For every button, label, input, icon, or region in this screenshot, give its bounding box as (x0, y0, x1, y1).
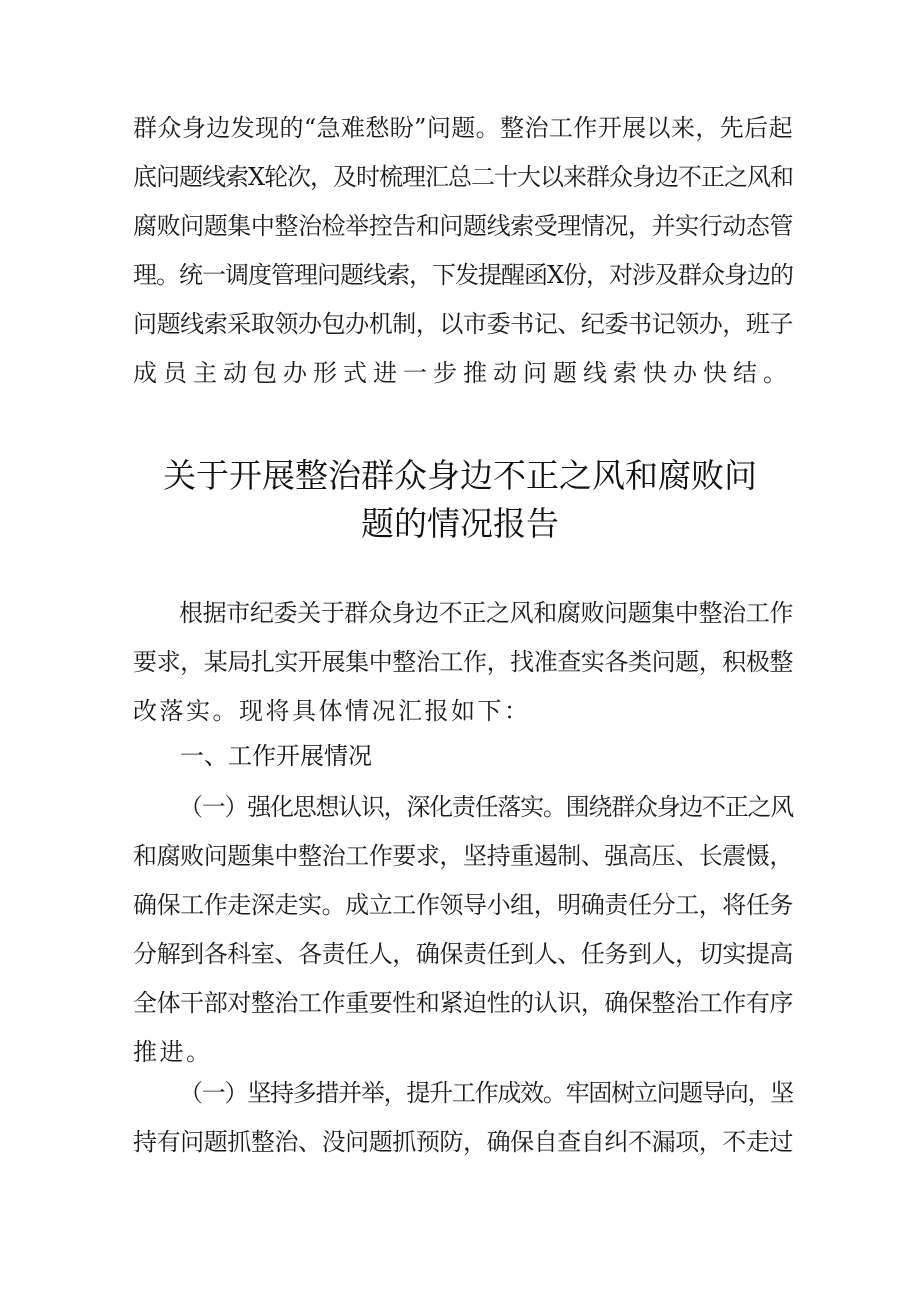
text-line: 改落实。现将具体情况汇报如下： (133, 697, 531, 725)
intro-paragraph (133, 589, 793, 736)
text-line: 问题线索采取领办包办机制，以市委书记、纪委书记领办，班子 (133, 310, 793, 338)
text-line: 底问题线索X轮次，及时梳理汇总二十大以来群众身边不正之风和 (133, 163, 793, 191)
continuation-paragraph (133, 104, 793, 398)
paragraph-1 (133, 783, 793, 1077)
text-line: 腐败问题集中整治检举控告和问题线索受理情况，并实行动态管 (133, 212, 793, 240)
title-line-2: 题的情况报告 (361, 504, 559, 543)
text-line: 和腐败问题集中整治工作要求，坚持重遏制、强高压、长震慑， (133, 842, 793, 870)
text-line: 理。统一调度管理问题线索，下发提醒函X份，对涉及群众身边的 (133, 261, 793, 289)
text-line: 全体干部对整治工作重要性和紧迫性的认识，确保整治工作有序 (133, 989, 793, 1017)
text-line: 分解到各科室、各责任人，确保责任到人、任务到人，切实提高 (133, 940, 793, 968)
text-line: 群众身边发现的“急难愁盼”问题。整治工作开展以来，先后起 (133, 114, 793, 142)
section-heading: 一、工作开展情况 (180, 742, 372, 770)
report-title (100, 452, 820, 548)
text-line: 持有问题抓整治、没问题抓预防，确保自查自纠不漏项，不走过 (133, 1128, 793, 1156)
text-line: （一）坚持多措并举，提升工作成效。牢固树立问题导向，坚 (179, 1079, 793, 1107)
title-line-1: 关于开展整治群众身边不正之风和腐败问 (163, 456, 757, 495)
text-line: 要求，某局扎实开展集中整治工作，找准查实各类问题，积极整 (133, 648, 793, 676)
text-line: 推进。 (133, 1038, 213, 1066)
text-line: 根据市纪委关于群众身边不正之风和腐败问题集中整治工作 (179, 599, 793, 627)
text-line: 确保工作走深走实。成立工作领导小组，明确责任分工，将任务 (133, 891, 793, 919)
text-line: 成员主动包办形式进一步推动问题线索快办快结。 (133, 359, 793, 387)
paragraph-2 (133, 1069, 793, 1167)
text-line: （一）强化思想认识，深化责任落实。围绕群众身边不正之风 (179, 793, 793, 821)
